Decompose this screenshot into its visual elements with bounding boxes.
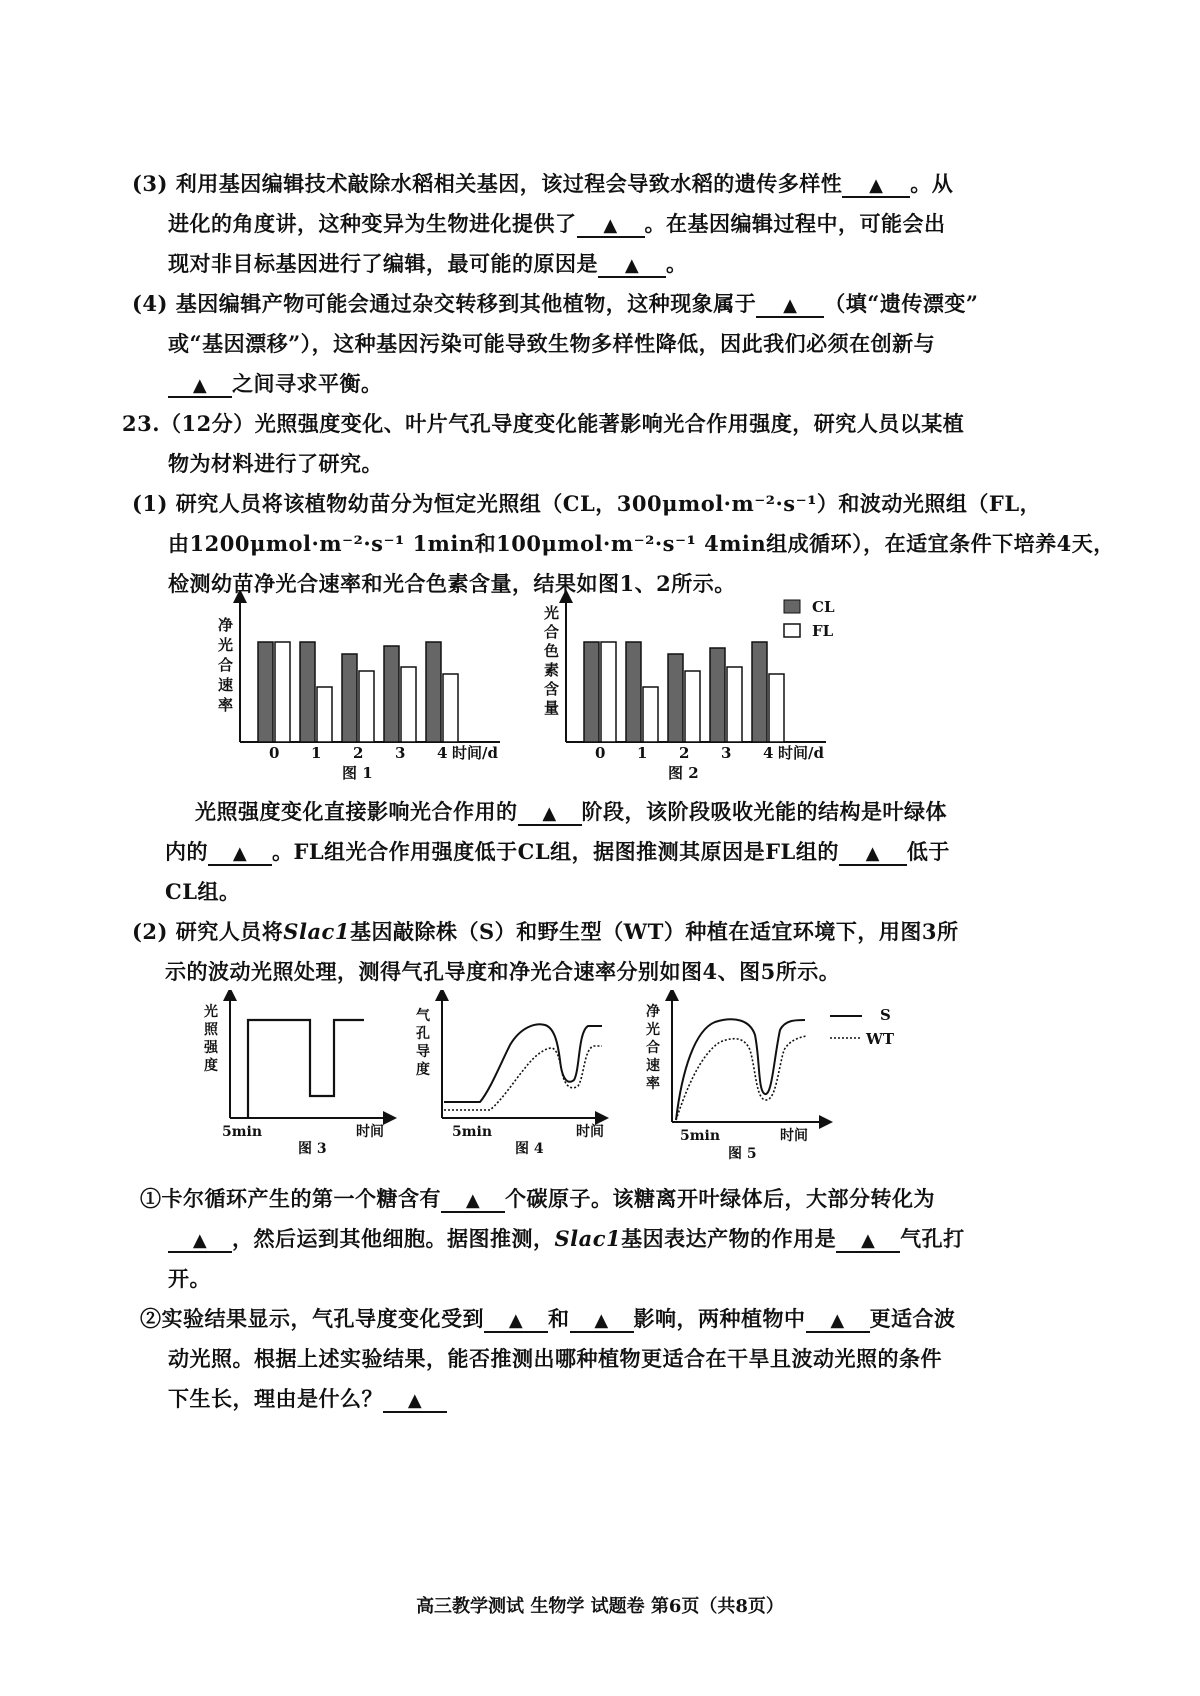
ylabel-char: 合 [218,656,234,674]
q22-p3-line2: 进化的角度讲，这种变异为生物进化提供了 ▲ 。在基因编辑过程中，可能会出 [168,211,946,236]
ylabel-char: 净 [646,1004,660,1020]
answer-blank[interactable]: ▲ [577,211,645,238]
bar-fl-3 [401,667,416,742]
q23-p2-sub2-line2: 动光照。根据上述实验结果，能否推测出哪种植物更适合在干旱且波动光照的条件 [168,1346,942,1371]
ylabel-char: 光 [218,636,234,654]
legend-fl-label: FL [812,622,834,640]
bar-cl-1 [300,642,315,742]
tick-label: 0 [595,744,606,762]
bar-cl-0 [258,642,273,742]
bar-cl-3 [384,646,399,742]
figure-2-bars [584,642,784,742]
ylabel-char: 率 [218,696,234,714]
tick-label: 0 [269,744,280,762]
q23-p2-sub1-line1: ①卡尔循环产生的第一个糖含有 ▲ 个碳原子。该糖离开叶绿体后，大部分转化为 [140,1186,935,1211]
ylabel-char: 合 [646,1040,660,1056]
answer-blank[interactable]: ▲ [208,839,272,866]
bar-cl-3 [710,648,725,742]
ylabel-char: 强 [204,1040,218,1056]
ylabel-char: 光 [204,1004,218,1020]
answer-blank[interactable]: ▲ [839,839,907,866]
figure-4-ylabel [416,1007,431,1078]
bar-cl-0 [584,642,599,742]
q23-heading-line1: 23.（12分）光照强度变化、叶片气孔导度变化能著影响光合作用强度，研究人员以某植 [122,411,965,436]
figure-1-xlabel: 时间/d [452,744,498,762]
ylabel-char: 孔 [416,1026,430,1042]
ylabel-char: 度 [204,1058,218,1074]
figure-1-caption: 图 1 [342,764,373,782]
legend-fl-swatch [784,624,800,637]
answer-blank[interactable]: ▲ [842,171,910,198]
bar-fl-0 [601,642,616,742]
bar-cl-2 [342,654,357,742]
bar-fl-2 [685,671,700,742]
ylabel-char: 导 [416,1044,430,1060]
legend-s-label: S [880,1006,891,1024]
tick-label: 3 [395,744,406,762]
ylabel-char: 含 [544,680,560,698]
figure-3-caption: 图 3 [298,1141,327,1157]
figure-1-ylabel [218,616,233,714]
figure-2-caption: 图 2 [668,764,699,782]
figure-1-bars [258,642,458,742]
bar-fl-0 [275,642,290,742]
ylabel-char: 光 [646,1022,660,1038]
bar-cl-4 [426,642,441,742]
bar-legend [784,598,835,640]
answer-blank[interactable]: ▲ [570,1306,634,1333]
q23-p2-sub1-line3: 开。 [168,1266,211,1291]
q23-p1-answer-line2: 内的 ▲ 。FL组光合作用强度低于CL组，据图推测其原因是FL组的 ▲ 低于 [165,839,950,864]
ylabel-char: 素 [544,661,560,679]
wt-line [676,1036,806,1120]
tick-label: 3 [721,744,732,762]
answer-blank[interactable]: ▲ [383,1386,447,1413]
answer-blank[interactable]: ▲ [806,1306,870,1333]
figure-2-ylabel [543,604,559,717]
bar-cl-2 [668,654,683,742]
ylabel-char: 度 [416,1062,430,1078]
q23-p1-line3: 检测幼苗净光合速率和光合色素含量，结果如图1、2所示。 [168,571,736,596]
ylabel-char: 速 [646,1058,660,1074]
figure-3-4-5 [190,990,930,1170]
s-line [444,1024,602,1102]
ylabel-char: 色 [544,642,560,660]
answer-blank[interactable]: ▲ [598,251,666,278]
figure-2-ticks [595,744,773,762]
q23-p2-sub2-line3: 下生长，理由是什么？ ▲ [168,1383,447,1413]
figure-4 [416,994,604,1157]
figure-3-xlabel: 时间 [356,1124,384,1140]
figure-4-caption: 图 4 [515,1141,544,1157]
figure-5-caption: 图 5 [728,1146,757,1162]
figure-1 [218,596,500,782]
figure-2-xlabel: 时间/d [778,744,824,762]
answer-blank[interactable]: ▲ [168,1226,232,1253]
ylabel-char: 量 [544,699,560,717]
legend-wt-label: WT [866,1030,895,1048]
ylabel-char: 照 [204,1022,218,1038]
q23-p1-answer-line3: CL组。 [165,879,241,904]
figure-4-5min: 5min [452,1124,493,1140]
ylabel-char: 气 [416,1008,430,1024]
answer-blank[interactable]: ▲ [484,1306,548,1333]
figure-5-ylabel [646,1003,661,1092]
q23-p2-sub2-line1: ②实验结果显示，气孔导度变化受到 ▲ 和 ▲ 影响，两种植物中 ▲ 更适合波 [140,1306,956,1331]
tick-label: 4 [437,744,448,762]
bar-fl-1 [317,687,332,742]
answer-blank[interactable]: ▲ [756,291,824,318]
answer-blank[interactable]: ▲ [441,1186,505,1213]
figure-1-ticks [269,744,447,762]
page-footer: 高三教学测试 生物学 试题卷 第6页（共8页） [416,1596,784,1617]
answer-blank[interactable]: ▲ [836,1226,900,1253]
q23-p1-answer-line1: 光照强度变化直接影响光合作用的 ▲ 阶段，该阶段吸收光能的结构是叶绿体 [195,799,947,824]
bar-fl-2 [359,671,374,742]
ylabel-char: 速 [218,676,234,694]
line-legend [830,1006,895,1048]
tick-label: 2 [353,744,364,762]
q23-p1-line1: (1) 研究人员将该植物幼苗分为恒定光照组（CL，300μmol·m⁻²·s⁻¹）和波动光照组（FL， [132,491,1042,516]
s-line [676,1019,805,1120]
tick-label: 1 [637,744,648,762]
q22-p3-line1: (3) 利用基因编辑技术敲除水稻相关基因，该过程会导致水稻的遗传多样性 ▲ 。从 [132,171,954,196]
figure-3-5min: 5min [222,1124,263,1140]
bar-cl-4 [752,642,767,742]
legend-cl-swatch [784,600,800,613]
figure-5-5min: 5min [680,1128,721,1144]
ylabel-char: 率 [646,1076,660,1092]
legend-cl-label: CL [812,598,835,616]
figure-5 [646,994,826,1162]
figure-3 [203,994,390,1157]
q22-p4-line1: (4) 基因编辑产物可能会通过杂交转移到其他植物，这种现象属于 ▲ （填“遗传漂变” [132,291,979,316]
q23-heading-line2: 物为材料进行了研究。 [168,451,383,476]
q22-p4-line2: 或“基因漂移”），这种基因污染可能导致生物多样性降低，因此我们必须在创新与 [168,331,936,356]
q23-p2-line1: (2) 研究人员将Slac1基因敲除株（S）和野生型（WT）种植在适宜环境下，用图3所 [132,919,959,944]
ylabel-char: 合 [544,623,560,641]
figure-5-xlabel: 时间 [780,1128,808,1144]
light-intensity-line [248,1020,364,1118]
q22-p3-line3: 现对非目标基因进行了编辑，最可能的原因是 ▲ 。 [168,251,688,276]
tick-label: 1 [311,744,322,762]
bar-fl-4 [443,674,458,742]
figure-3-ylabel [203,1003,219,1074]
bar-fl-3 [727,667,742,742]
figure-4-xlabel: 时间 [576,1124,604,1140]
bar-cl-1 [626,642,641,742]
bar-fl-4 [769,674,784,742]
q23-p2-sub1-line2: ▲ ，然后运到其他细胞。据图推测，Slac1基因表达产物的作用是 ▲ 气孔打 [168,1223,965,1253]
answer-blank[interactable]: ▲ [168,371,232,398]
tick-label: 4 [763,744,774,762]
figure-1-2 [200,590,880,790]
q23-p1-line2: 由1200μmol·m⁻²·s⁻¹ 1min和100μmol·m⁻²·s⁻¹ 4min组成循环），在适宜条件下培养4天， [168,531,1115,556]
ylabel-char: 净 [218,616,234,634]
q22-p4-line3: ▲ 之间寻求平衡。 [168,368,383,398]
answer-blank[interactable]: ▲ [518,799,582,826]
bar-fl-1 [643,687,658,742]
tick-label: 2 [679,744,690,762]
q23-p2-line2: 示的波动光照处理，测得气孔导度和净光合速率分别如图4、图5所示。 [165,959,841,984]
ylabel-char: 光 [544,604,560,622]
